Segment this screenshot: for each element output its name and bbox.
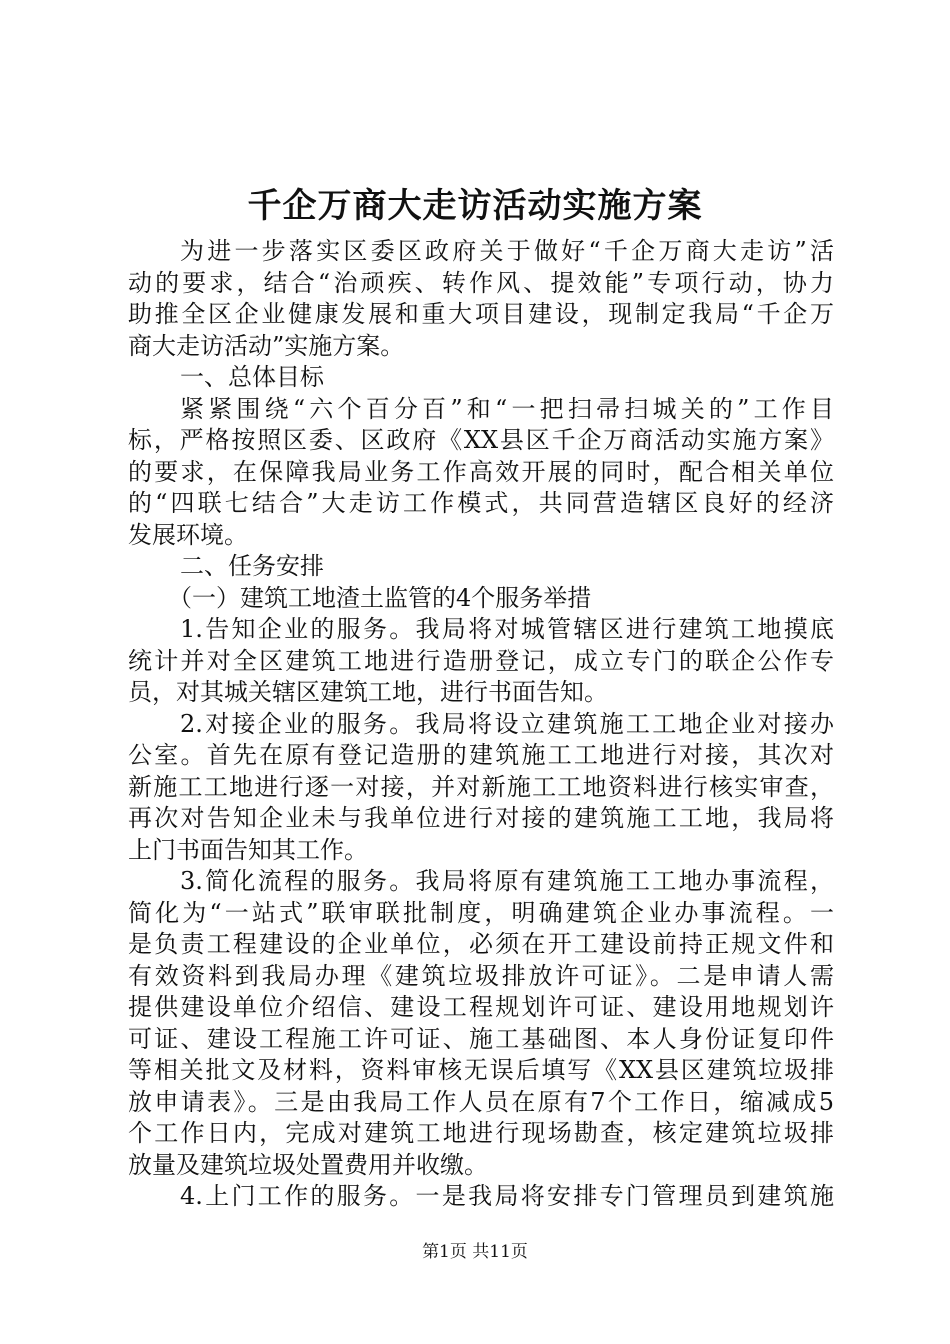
text-line: 简化为“一站式”联审联批制度，明确建筑企业办事流程。一 xyxy=(128,898,834,927)
text-line: 3.简化流程的服务。我局将原有建筑施工工地办事流程， xyxy=(180,867,834,895)
text-line: 紧紧围绕“六个百分百”和“一把扫帚扫城关的”工作目 xyxy=(180,394,834,423)
text-line: 有效资料到我局办理《建筑垃圾排放许可证》。二是申请人需 xyxy=(128,961,834,990)
section-heading: 一、总体目标 xyxy=(180,363,324,391)
text-line: 标，严格按照区委、区政府《XX县区千企万商活动实施方案》 xyxy=(128,426,834,454)
text-line: 发展环境。 xyxy=(128,520,248,549)
document-body xyxy=(128,236,834,1213)
text-line: 等相关批文及材料，资料审核无误后填写《XX县区建筑垃圾排 xyxy=(128,1056,834,1084)
text-line: 再次对告知企业未与我单位进行对接的建筑施工工地，我局将 xyxy=(128,804,834,832)
subsection-heading: （一）建筑工地渣土监管的4个服务举措 xyxy=(168,583,592,612)
text-line: 1.告知企业的服务。我局将对城管辖区进行建筑工地摸底 xyxy=(180,615,834,643)
text-line: 2.对接企业的服务。我局将设立建筑施工工地企业对接办 xyxy=(180,709,834,738)
text-line: 放申请表》。三是由我局工作人员在原有7个工作日，缩减成5 xyxy=(128,1087,834,1116)
text-line: 的要求，在保障我局业务工作高效开展的同时，配合相关单位 xyxy=(128,457,834,486)
text-line: 是负责工程建设的企业单位，必须在开工建设前持正规文件和 xyxy=(128,930,834,958)
text-line: 为进一步落实区委区政府关于做好“千企万商大走访”活 xyxy=(180,237,834,265)
text-line: 提供建设单位介绍信、建设工程规划许可证、建设用地规划许 xyxy=(128,993,834,1021)
text-line: 商大走访活动”实施方案。 xyxy=(128,331,405,360)
text-line: 个工作日内，完成对建筑工地进行现场勘查，核定建筑垃圾排 xyxy=(128,1119,834,1147)
page-footer: 第1页 共11页 xyxy=(422,1242,528,1262)
text-line: 动的要求，结合“治顽疾、转作风、提效能”专项行动，协力 xyxy=(128,268,834,297)
section-heading: 二、任务安排 xyxy=(180,552,324,580)
text-line: 统计并对全区建筑工地进行造册登记，成立专门的联企公作专 xyxy=(128,646,834,675)
text-line: 助推全区企业健康发展和重大项目建设，现制定我局“千企万 xyxy=(128,300,834,328)
text-line: 的“四联七结合”大走访工作模式，共同营造辖区良好的经济 xyxy=(128,489,834,517)
text-line: 4.上门工作的服务。一是我局将安排专门管理员到建筑施 xyxy=(180,1182,834,1210)
text-line: 上门书面告知其工作。 xyxy=(128,835,368,864)
document-title: 千企万商大走访活动实施方案 xyxy=(247,186,703,226)
text-line: 放量及建筑垃圾处置费用并收缴。 xyxy=(128,1150,488,1179)
text-line: 新施工工地进行逐一对接，并对新施工工地资料进行核实审查， xyxy=(128,772,834,801)
text-line: 可证、建设工程施工许可证、施工基础图、本人身份证复印件 xyxy=(128,1024,834,1053)
text-line: 公室。首先在原有登记造册的建筑施工工地进行对接，其次对 xyxy=(128,741,834,769)
text-line: 员，对其城关辖区建筑工地，进行书面告知。 xyxy=(128,678,608,706)
